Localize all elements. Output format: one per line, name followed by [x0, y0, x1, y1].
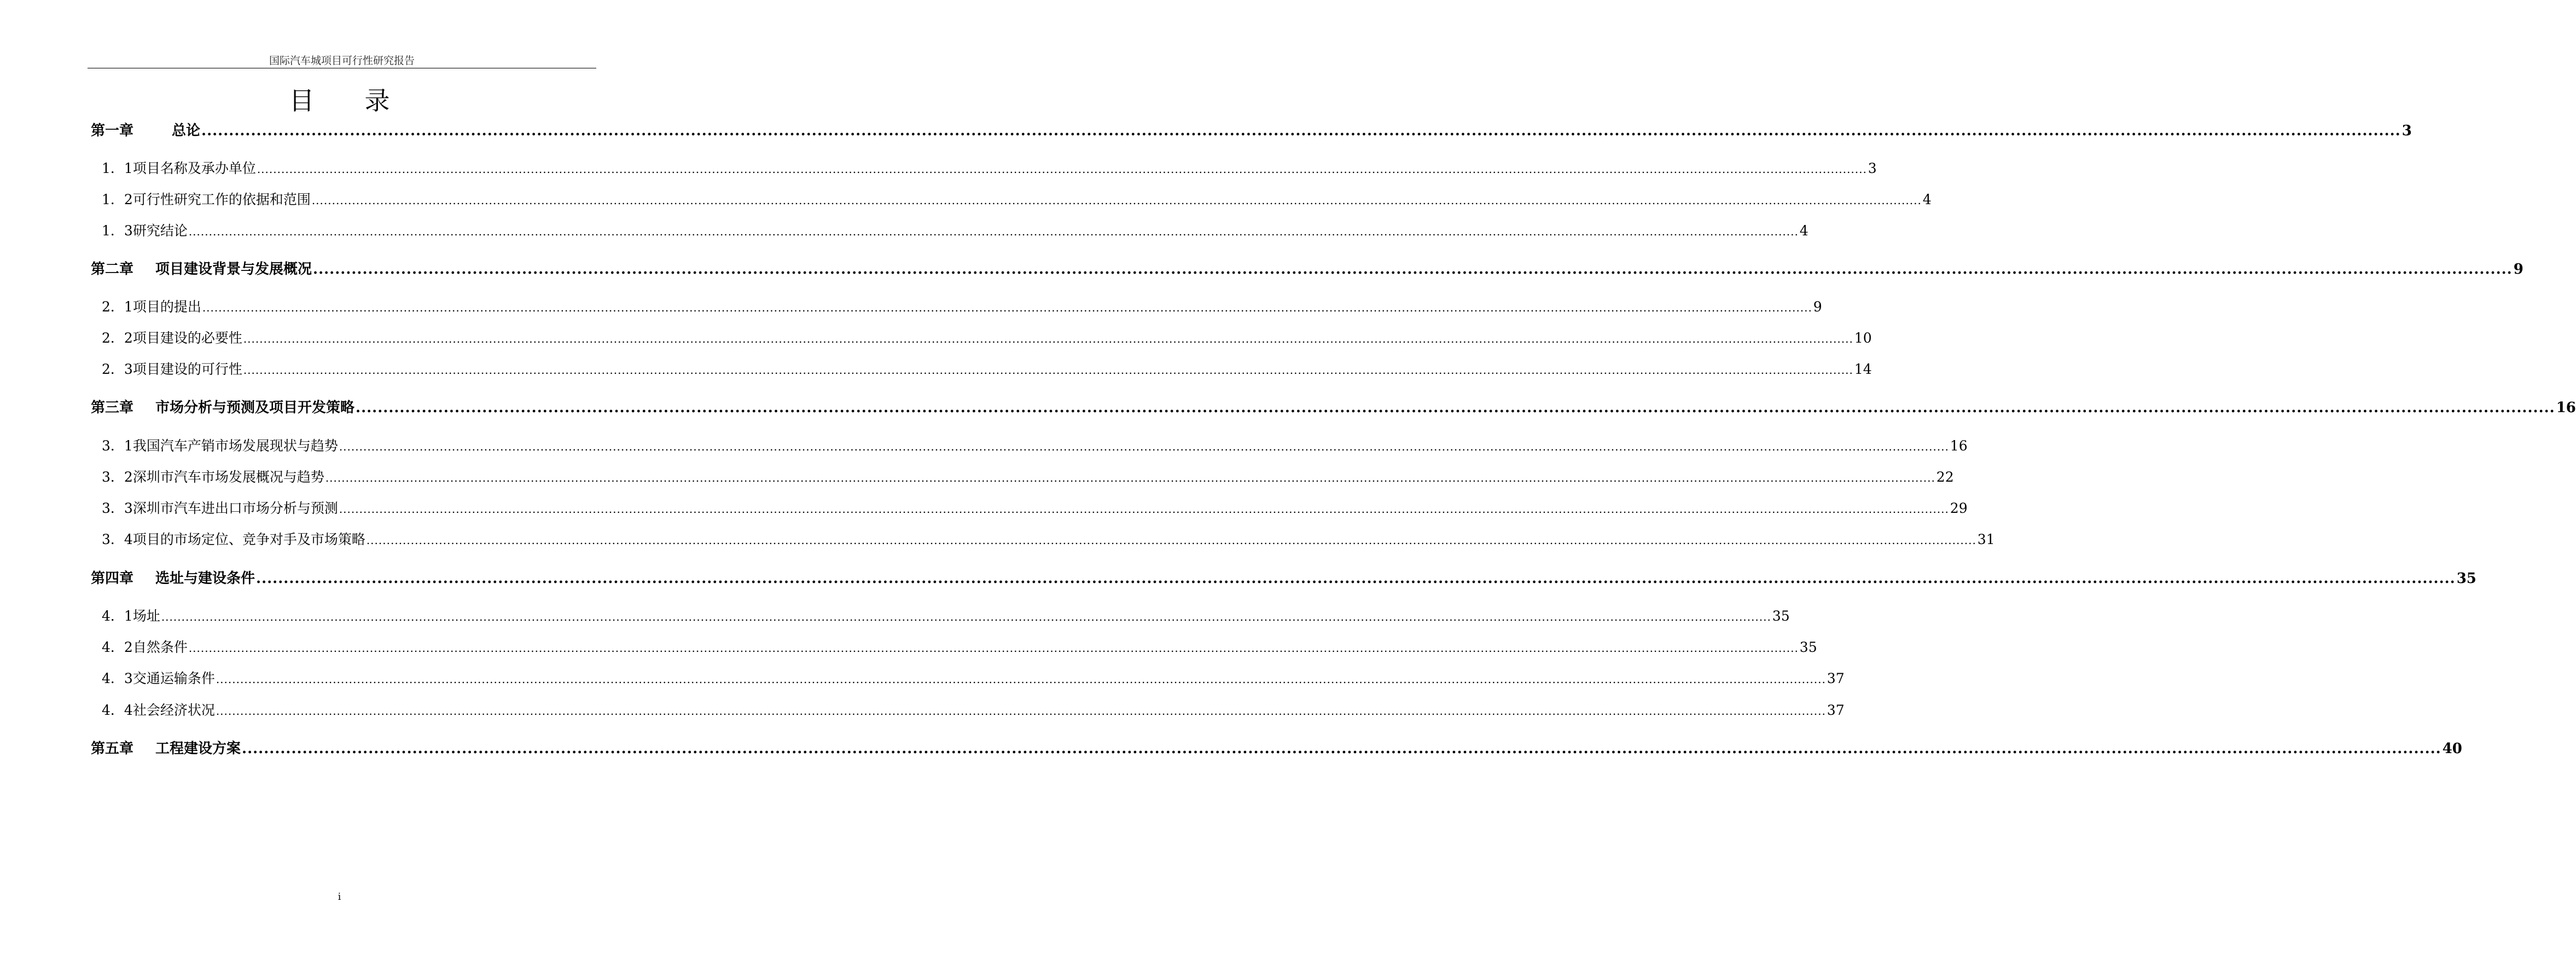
toc-entry-label: 总论 [172, 123, 201, 139]
toc-entry-page-number: 35 [1772, 608, 1790, 624]
page-number: i [338, 891, 341, 903]
toc-section-entry[interactable] [102, 529, 1995, 548]
toc-entry-page-number: 3 [2401, 123, 2412, 139]
toc-entry-label: 自然条件 [132, 639, 188, 655]
toc-entry-number: 4．2 [102, 639, 133, 655]
toc-entry-number: 1．2 [102, 192, 133, 207]
toc-entry-page-number: 31 [1977, 531, 1995, 547]
toc-chapter-entry[interactable] [91, 737, 2462, 757]
toc-entry-number: 3．2 [102, 469, 133, 485]
toc-section-entry[interactable] [102, 668, 1845, 687]
toc-entry-number: 4．4 [102, 702, 133, 718]
toc-entry-label: 可行性研究工作的依据和范围 [132, 192, 311, 207]
toc-entry-page-number: 9 [2513, 261, 2523, 277]
toc-entry-page-number: 37 [1827, 702, 1845, 718]
toc-entry-label: 我国汽车产销市场发展现状与趋势 [132, 438, 338, 454]
toc-dot-leader: ................................................................................................................................................................................................................................................................................................................................................................................................................ [356, 400, 2555, 416]
toc-entry-page-number: 40 [2442, 741, 2462, 757]
toc-entry-page-number: 4 [1922, 192, 1932, 207]
toc-section-entry[interactable] [102, 189, 1932, 209]
toc-dot-leader: ................................................................................................................................................................................................................................................................................................................................................................................................................ [311, 194, 1922, 207]
toc-dot-leader: ................................................................................................................................................................................................................................................................................................................................................................................................................ [313, 261, 2513, 277]
toc-dot-leader: ................................................................................................................................................................................................................................................................................................................................................................................................................ [257, 163, 1867, 176]
toc-dot-leader: ................................................................................................................................................................................................................................................................................................................................................................................................................ [201, 123, 2401, 139]
toc-entry-page-number: 16 [1950, 438, 1968, 454]
toc-entry-label: 深圳市汽车市场发展概况与趋势 [132, 469, 324, 485]
toc-entry-page-number: 10 [1854, 330, 1872, 346]
toc-section-entry[interactable] [102, 699, 1845, 719]
toc-entry-label: 项目建设的可行性 [132, 361, 242, 377]
toc-chapter-entry[interactable] [91, 119, 2412, 140]
toc-title-left: 目 [289, 86, 315, 115]
toc-dot-leader: ................................................................................................................................................................................................................................................................................................................................................................................................................ [256, 570, 2456, 587]
toc-entry-number: 2．2 [102, 330, 133, 346]
toc-entry-page-number: 22 [1936, 469, 1954, 485]
toc-entry-label: 场址 [132, 608, 160, 624]
toc-entry-page-number: 14 [1854, 361, 1872, 377]
toc-dot-leader: ................................................................................................................................................................................................................................................................................................................................................................................................................ [243, 363, 1853, 377]
toc-dot-leader: ................................................................................................................................................................................................................................................................................................................................................................................................................ [242, 741, 2441, 757]
toc-entry-label: 市场分析与预测及项目开发策略 [155, 400, 355, 416]
toc-dot-leader: ................................................................................................................................................................................................................................................................................................................................................................................................................ [339, 440, 1949, 453]
toc-dot-leader: ................................................................................................................................................................................................................................................................................................................................................................................................................ [339, 502, 1949, 516]
running-header: 国际汽车城项目可行性研究报告 [269, 55, 415, 67]
toc-entry-page-number: 4 [1799, 223, 1809, 239]
toc-entry-page-number: 35 [1799, 639, 1817, 655]
toc-entry-number: 第二章 [91, 261, 134, 277]
toc-entry-label: 项目建设的必要性 [132, 330, 242, 346]
toc-entry-label: 项目建设背景与发展概况 [155, 261, 312, 277]
toc-entry-label: 项目的市场定位、竞争对手及市场策略 [132, 531, 365, 547]
toc-dot-leader: ................................................................................................................................................................................................................................................................................................................................................................................................................ [243, 332, 1853, 345]
toc-title [0, 81, 679, 117]
toc-entry-label: 项目的提出 [132, 299, 201, 315]
toc-dot-leader: ................................................................................................................................................................................................................................................................................................................................................................................................................ [188, 641, 1799, 655]
toc-entry-page-number: 3 [1868, 160, 1877, 176]
toc-dot-leader: ................................................................................................................................................................................................................................................................................................................................................................................................................ [161, 610, 1771, 623]
toc-section-entry[interactable] [102, 358, 1872, 378]
toc-entry-number: 3．3 [102, 500, 133, 516]
toc-entry-page-number: 29 [1950, 500, 1968, 516]
toc-section-entry[interactable] [102, 435, 1968, 455]
toc-entry-label: 研究结论 [132, 223, 188, 239]
toc-entry-number: 第一章 [91, 123, 134, 139]
toc-chapter-entry[interactable] [91, 396, 2576, 417]
toc-entry-page-number: 9 [1813, 299, 1822, 315]
toc-entry-label: 选址与建设条件 [155, 570, 255, 587]
toc-section-entry[interactable] [102, 466, 1954, 486]
toc-chapter-entry[interactable] [91, 567, 2476, 587]
toc-dot-leader: ................................................................................................................................................................................................................................................................................................................................................................................................................ [325, 471, 1935, 484]
toc-entry-number: 2．3 [102, 361, 133, 377]
toc-section-entry[interactable] [102, 158, 1877, 177]
toc-entry-number: 4．3 [102, 670, 133, 686]
toc-entry-label: 交通运输条件 [132, 670, 215, 686]
toc-title-right: 录 [364, 86, 390, 115]
toc-entry-number: 1．1 [102, 160, 133, 176]
toc-section-entry[interactable] [102, 296, 1822, 316]
toc-dot-leader: ................................................................................................................................................................................................................................................................................................................................................................................................................ [202, 301, 1812, 314]
toc-entry-number: 2．1 [102, 299, 133, 315]
toc-entry-number: 3．1 [102, 438, 133, 454]
toc-section-entry[interactable] [102, 327, 1872, 347]
toc-section-entry[interactable] [102, 498, 1968, 517]
toc-entry-label: 项目名称及承办单位 [132, 160, 256, 176]
toc-dot-leader: ................................................................................................................................................................................................................................................................................................................................................................................................................ [188, 225, 1799, 238]
toc-chapter-entry[interactable] [91, 258, 2523, 278]
toc-entry-number: 3．4 [102, 531, 133, 547]
toc-entry-page-number: 35 [2456, 570, 2476, 587]
toc-section-entry[interactable] [102, 637, 1817, 656]
toc-dot-leader: ................................................................................................................................................................................................................................................................................................................................................................................................................ [366, 534, 1976, 547]
toc-dot-leader: ................................................................................................................................................................................................................................................................................................................................................................................................................ [216, 704, 1826, 718]
toc-entry-number: 第五章 [91, 741, 134, 757]
toc-entry-label: 社会经济状况 [132, 702, 215, 718]
toc-dot-leader: ................................................................................................................................................................................................................................................................................................................................................................................................................ [216, 673, 1826, 686]
toc-entry-label: 深圳市汽车进出口市场分析与预测 [132, 500, 338, 516]
toc-section-entry[interactable] [102, 220, 1809, 240]
toc-entry-page-number: 16 [2556, 400, 2576, 416]
toc-entry-label: 工程建设方案 [155, 741, 241, 757]
toc-entry-number: 4．1 [102, 608, 133, 624]
toc-entry-page-number: 37 [1827, 670, 1845, 686]
toc-section-entry[interactable] [102, 605, 1790, 625]
toc-entry-number: 1．3 [102, 223, 133, 239]
toc-entry-number: 第四章 [91, 570, 134, 587]
toc-entry-number: 第三章 [91, 400, 134, 416]
